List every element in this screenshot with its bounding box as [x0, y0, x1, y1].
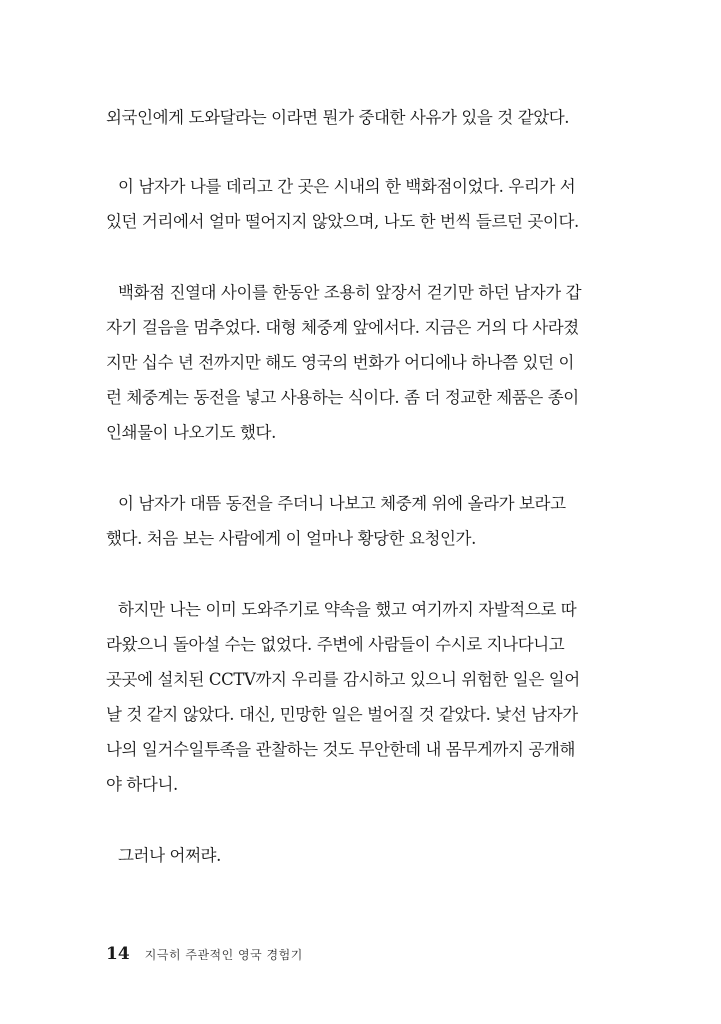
paragraph-line: 했다. 처음 보는 사람에게 이 얼마나 황당한 요청인가.: [106, 529, 476, 548]
paragraph-line: 인쇄물이 나오기도 했다.: [106, 423, 276, 442]
paragraph-line: 런 체중계는 동전을 넣고 사용하는 식이다. 좀 더 정교한 제품은 종이: [106, 388, 579, 407]
paragraph-line: 야 하다니.: [106, 775, 178, 794]
running-title: 지극히 주관적인 영국 경험기: [144, 948, 303, 962]
paragraph-line: 그러나 어쩌랴.: [118, 846, 221, 865]
paragraph-line: 나의 일거수일투족을 관찰하는 것도 무안한데 내 몸무게까지 공개해: [106, 740, 576, 759]
page-number: 14: [106, 944, 130, 964]
paragraph-line: 자기 걸음을 멈추었다. 대형 체중계 앞에서다. 지금은 거의 다 사라졌: [106, 318, 579, 337]
paragraph-line: 지만 십수 년 전까지만 해도 영국의 번화가 어디에나 하나쯤 있던 이: [106, 353, 575, 372]
paragraph-line: 이 남자가 나를 데리고 간 곳은 시내의 한 백화점이었다. 우리가 서: [118, 177, 576, 196]
paragraph-line: 외국인에게 도와달라는 이라면 뭔가 중대한 사유가 있을 것 같았다.: [106, 108, 570, 127]
paragraph-line: 있던 거리에서 얼마 떨어지지 않았으며, 나도 한 번씩 들르던 곳이다.: [106, 212, 579, 231]
paragraph-line: 날 것 같지 않았다. 대신, 민망한 일은 벌어질 것 같았다. 낯선 남자가: [106, 705, 578, 724]
paragraph-line: 백화점 진열대 사이를 한동안 조용히 앞장서 걷기만 하던 남자가 갑: [118, 283, 582, 302]
paragraph-line: 하지만 나는 이미 도와주기로 약속을 했고 여기까지 자발적으로 따: [118, 600, 577, 619]
paragraph-line: 라왔으니 돌아설 수는 없었다. 주변에 사람들이 수시로 지나다니고: [106, 635, 565, 654]
page-footer: [106, 944, 303, 964]
paragraph-line: 곳곳에 설치된 CCTV까지 우리를 감시하고 있으니 위험한 일은 일어: [106, 670, 580, 689]
paragraph-line: 이 남자가 대뜸 동전을 주더니 나보고 체중계 위에 올라가 보라고: [118, 494, 566, 513]
